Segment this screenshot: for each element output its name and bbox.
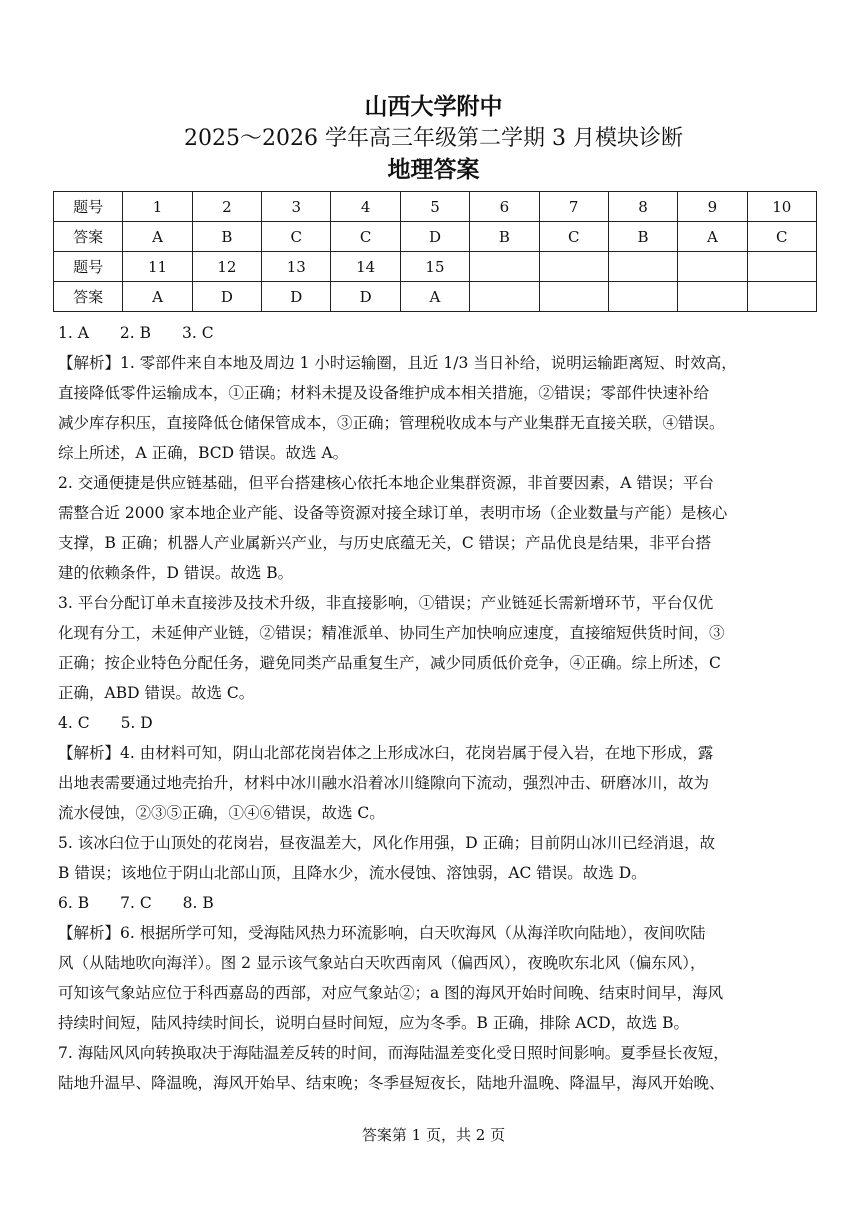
table-cell: 4 xyxy=(331,192,400,222)
answer-table xyxy=(53,191,817,312)
row-header: 答案 xyxy=(54,222,123,252)
text-line: 1. A 2. B 3. C xyxy=(58,324,214,342)
school-title: 山西大学附中 xyxy=(364,93,503,120)
table-cell: A xyxy=(123,282,192,312)
text-line: 【解析】6. 根据所学可知，受海陆风热力环流影响，白天吹海风（从海洋吹向陆地），夜间吹陆 xyxy=(58,924,706,942)
table-cell: C xyxy=(747,222,816,252)
page-footer: 答案第 1 页，共 2 页 xyxy=(361,1126,506,1144)
table-cell: 13 xyxy=(262,252,331,282)
table-cell: D xyxy=(262,282,331,312)
text-line: 3. 平台分配订单未直接涉及技术升级，非直接影响，①错误；产业链延长需新增环节，平台仅优 xyxy=(58,594,714,612)
table-cell: C xyxy=(331,222,400,252)
text-line: 5. 该冰臼位于山顶处的花岗岩，昼夜温差大，风化作用强，D 正确；目前阴山冰川已经消退，故 xyxy=(58,834,716,852)
table-cell: A xyxy=(678,222,747,252)
table-cell: 14 xyxy=(331,252,400,282)
table-cell xyxy=(539,252,608,282)
exam-title: 2025～2026 学年高三年级第二学期 3 月模块诊断 xyxy=(184,126,683,151)
answer-row xyxy=(54,222,817,252)
row-header: 答案 xyxy=(54,282,123,312)
table-cell xyxy=(747,282,816,312)
table-cell: 5 xyxy=(400,192,469,222)
text-line: 可知该气象站应位于科西嘉岛的西部，对应气象站②；a 图的海风开始时间晚、结束时间早，海风 xyxy=(58,984,724,1002)
text-line: 直接降低零件运输成本，①正确；材料未提及设备维护成本相关措施，②错误；零部件快速补给 xyxy=(58,384,710,402)
table-cell: 2 xyxy=(192,192,261,222)
table-cell: C xyxy=(539,222,608,252)
text-line: 持续时间短，陆风持续时间长，说明白昼时间短，应为冬季。B 正确，排除 ACD，故选 B。 xyxy=(58,1014,690,1032)
text-line: 7. 海陆风风向转换取决于海陆温差反转的时间，而海陆温差变化受日照时间影响。夏季昼长夜短， xyxy=(58,1044,729,1062)
table-cell xyxy=(678,282,747,312)
table-cell xyxy=(470,252,539,282)
table-cell: D xyxy=(192,282,261,312)
text-line: 陆地升温早、降温晚，海风开始早、结束晚；冬季昼短夜长，陆地升温晚、降温早，海风开始晚、 xyxy=(58,1074,725,1092)
table-cell: 10 xyxy=(747,192,816,222)
table-cell xyxy=(608,282,677,312)
text-line: B 错误；该地位于阴山北部山顶，且降水少，流水侵蚀、溶蚀弱，AC 错误。故选 D。 xyxy=(58,864,647,882)
table-cell: A xyxy=(123,222,192,252)
table-cell: B xyxy=(608,222,677,252)
table-cell: B xyxy=(470,222,539,252)
row-header: 题号 xyxy=(54,192,123,222)
table-cell: B xyxy=(192,222,261,252)
answer-row xyxy=(54,282,817,312)
table-cell: 15 xyxy=(400,252,469,282)
text-line: 4. C 5. D xyxy=(58,714,153,732)
table-cell: 3 xyxy=(262,192,331,222)
table-cell xyxy=(470,282,539,312)
table-cell xyxy=(608,252,677,282)
table-cell: 6 xyxy=(470,192,539,222)
text-line: 化现有分工，未延伸产业链，②错误；精准派单、协同生产加快响应速度，直接缩短供货时间，③ xyxy=(58,624,725,642)
text-line: 【解析】4. 由材料可知，阴山北部花岗岩体之上形成冰臼，花岗岩属于侵入岩，在地下形成，露 xyxy=(58,744,714,762)
question-number-row xyxy=(54,192,817,222)
table-cell: 8 xyxy=(608,192,677,222)
table-cell xyxy=(747,252,816,282)
text-line: 2. 交通便捷是供应链基础，但平台搭建核心依托本地企业集群资源，非首要因素，A 错误；平台 xyxy=(58,474,714,492)
table-cell: A xyxy=(400,282,469,312)
text-line: 6. B 7. C 8. B xyxy=(58,894,214,912)
explanation-body xyxy=(58,318,818,1098)
table-cell: 12 xyxy=(192,252,261,282)
table-cell: 11 xyxy=(123,252,192,282)
row-header: 题号 xyxy=(54,252,123,282)
table-cell: 9 xyxy=(678,192,747,222)
text-line: 正确；按企业特色分配任务，避免同类产品重复生产，减少同质低价竞争，④正确。综上所述，C xyxy=(58,654,721,672)
table-cell: C xyxy=(262,222,331,252)
text-line: 建的依赖条件，D 错误。故选 B。 xyxy=(58,564,294,582)
text-line: 流水侵蚀，②③⑤正确，①④⑥错误，故选 C。 xyxy=(58,804,385,822)
text-line: 需整合近 2000 家本地企业产能、设备等资源对接全球订单，表明市场（企业数量与产能）是核心 xyxy=(58,504,728,522)
subject-title: 地理答案 xyxy=(387,156,480,183)
text-line: 【解析】1. 零部件来自本地及周边 1 小时运输圈，且近 1/3 当日补给，说明运输距离短、时效高， xyxy=(58,354,737,372)
text-line: 减少库存积压，直接降低仓储保管成本，③正确；管理税收成本与产业集群无直接关联，④错误。 xyxy=(58,414,725,432)
question-number-row xyxy=(54,252,817,282)
text-line: 风（从陆地吹向海洋）。图 2 显示该气象站白天吹西南风（偏西风），夜晚吹东北风（偏东风）， xyxy=(58,954,706,972)
table-cell xyxy=(678,252,747,282)
table-cell: D xyxy=(331,282,400,312)
table-cell: 7 xyxy=(539,192,608,222)
text-line: 正确，ABD 错误。故选 C。 xyxy=(58,684,255,702)
text-line: 综上所述，A 正确，BCD 错误。故选 A。 xyxy=(58,444,349,462)
table-cell: 1 xyxy=(123,192,192,222)
text-line: 出地表需要通过地壳抬升，材料中冰川融水沿着冰川缝隙向下流动，强烈冲击、研磨冰川，故为 xyxy=(58,774,710,792)
table-cell: D xyxy=(400,222,469,252)
text-line: 支撑，B 正确；机器人产业属新兴产业，与历史底蕴无关，C 错误；产品优良是结果，非平台搭 xyxy=(58,534,712,552)
table-cell xyxy=(539,282,608,312)
